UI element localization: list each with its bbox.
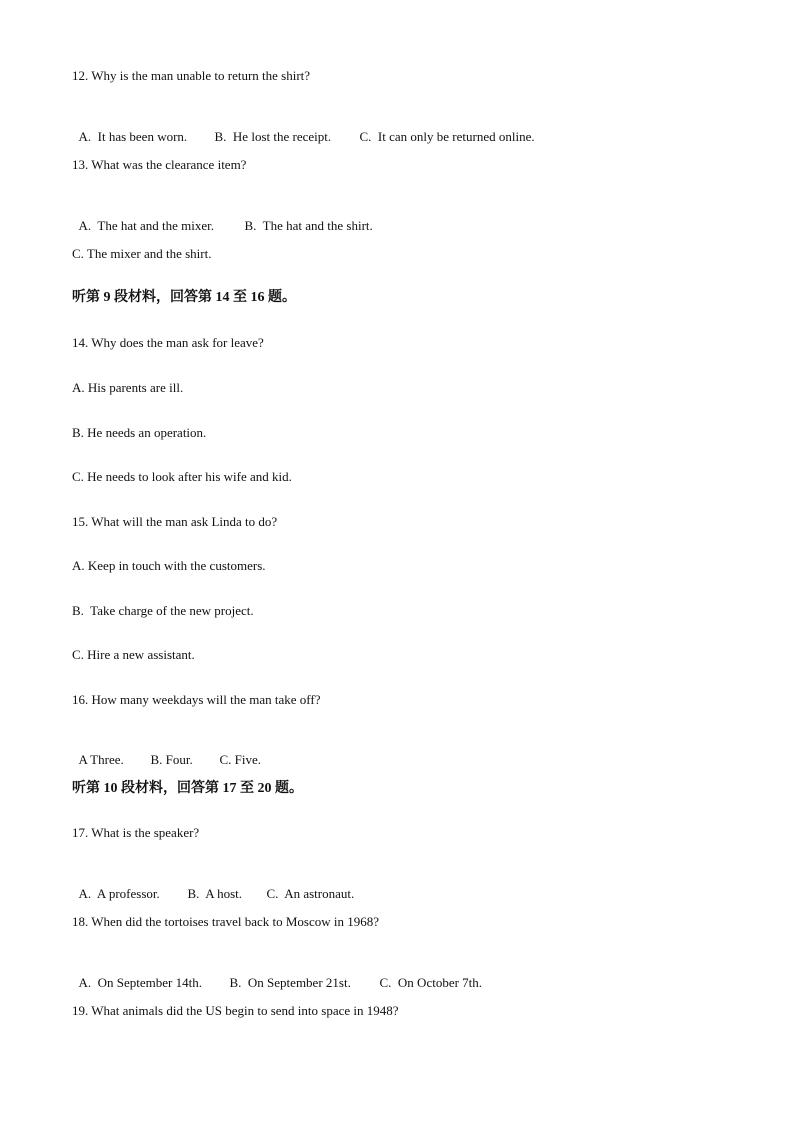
q12-option-b: B. He lost the receipt. xyxy=(214,129,332,144)
q15-option-b: B. Take charge of the new project. xyxy=(72,603,254,618)
q16-option-b: B. Four. xyxy=(150,752,193,767)
q18-option-a: A. On September 14th. xyxy=(78,975,202,990)
q13-option-a: A. The hat and the mixer. xyxy=(78,218,215,233)
q17-option-c: C. An astronaut. xyxy=(266,886,355,901)
q13-options xyxy=(72,202,373,234)
q14-option-b: B. He needs an operation. xyxy=(72,425,207,440)
q16-option-c: C. Five. xyxy=(219,752,262,767)
q14-text: 14. Why does the man ask for leave? xyxy=(72,335,264,350)
q18-options xyxy=(72,959,482,991)
q12-text: 12. Why is the man unable to return the shirt? xyxy=(72,68,311,83)
q18-text: 18. When did the tortoises travel back to Moscow in 1968? xyxy=(72,914,380,929)
q13-option-b: B. The hat and the shirt. xyxy=(244,218,373,233)
q13-text: 13. What was the clearance item? xyxy=(72,157,247,172)
q12-options xyxy=(72,113,535,145)
q15-text: 15. What will the man ask Linda to do? xyxy=(72,514,278,529)
section-10-heading: 听第 10 段材料，回答第 17 至 20 题。 xyxy=(72,781,303,796)
q16-text: 16. How many weekdays will the man take off? xyxy=(72,692,321,707)
q15-option-c: C. Hire a new assistant. xyxy=(72,647,195,662)
q14-option-c: C. He needs to look after his wife and kid. xyxy=(72,469,292,484)
q18-option-b: B. On September 21st. xyxy=(229,975,351,990)
q12-option-a: A. It has been worn. xyxy=(78,129,188,144)
q17-option-a: A. A professor. xyxy=(78,886,160,901)
q14-option-a: A. His parents are ill. xyxy=(72,380,184,395)
q12-option-c: C. It can only be returned online. xyxy=(359,129,535,144)
q17-options xyxy=(72,870,354,902)
q13-option-c: C. The mixer and the shirt. xyxy=(72,246,212,261)
q15-option-a: A. Keep in touch with the customers. xyxy=(72,558,266,573)
section-9-heading: 听第 9 段材料，回答第 14 至 16 题。 xyxy=(72,290,296,305)
q17-option-b: B. A host. xyxy=(187,886,243,901)
q16-options xyxy=(72,736,261,768)
q17-text: 17. What is the speaker? xyxy=(72,825,200,840)
q18-option-c: C. On October 7th. xyxy=(379,975,483,990)
q19-text: 19. What animals did the US begin to send into space in 1948? xyxy=(72,1003,399,1018)
q16-option-a: A Three. xyxy=(78,752,124,767)
